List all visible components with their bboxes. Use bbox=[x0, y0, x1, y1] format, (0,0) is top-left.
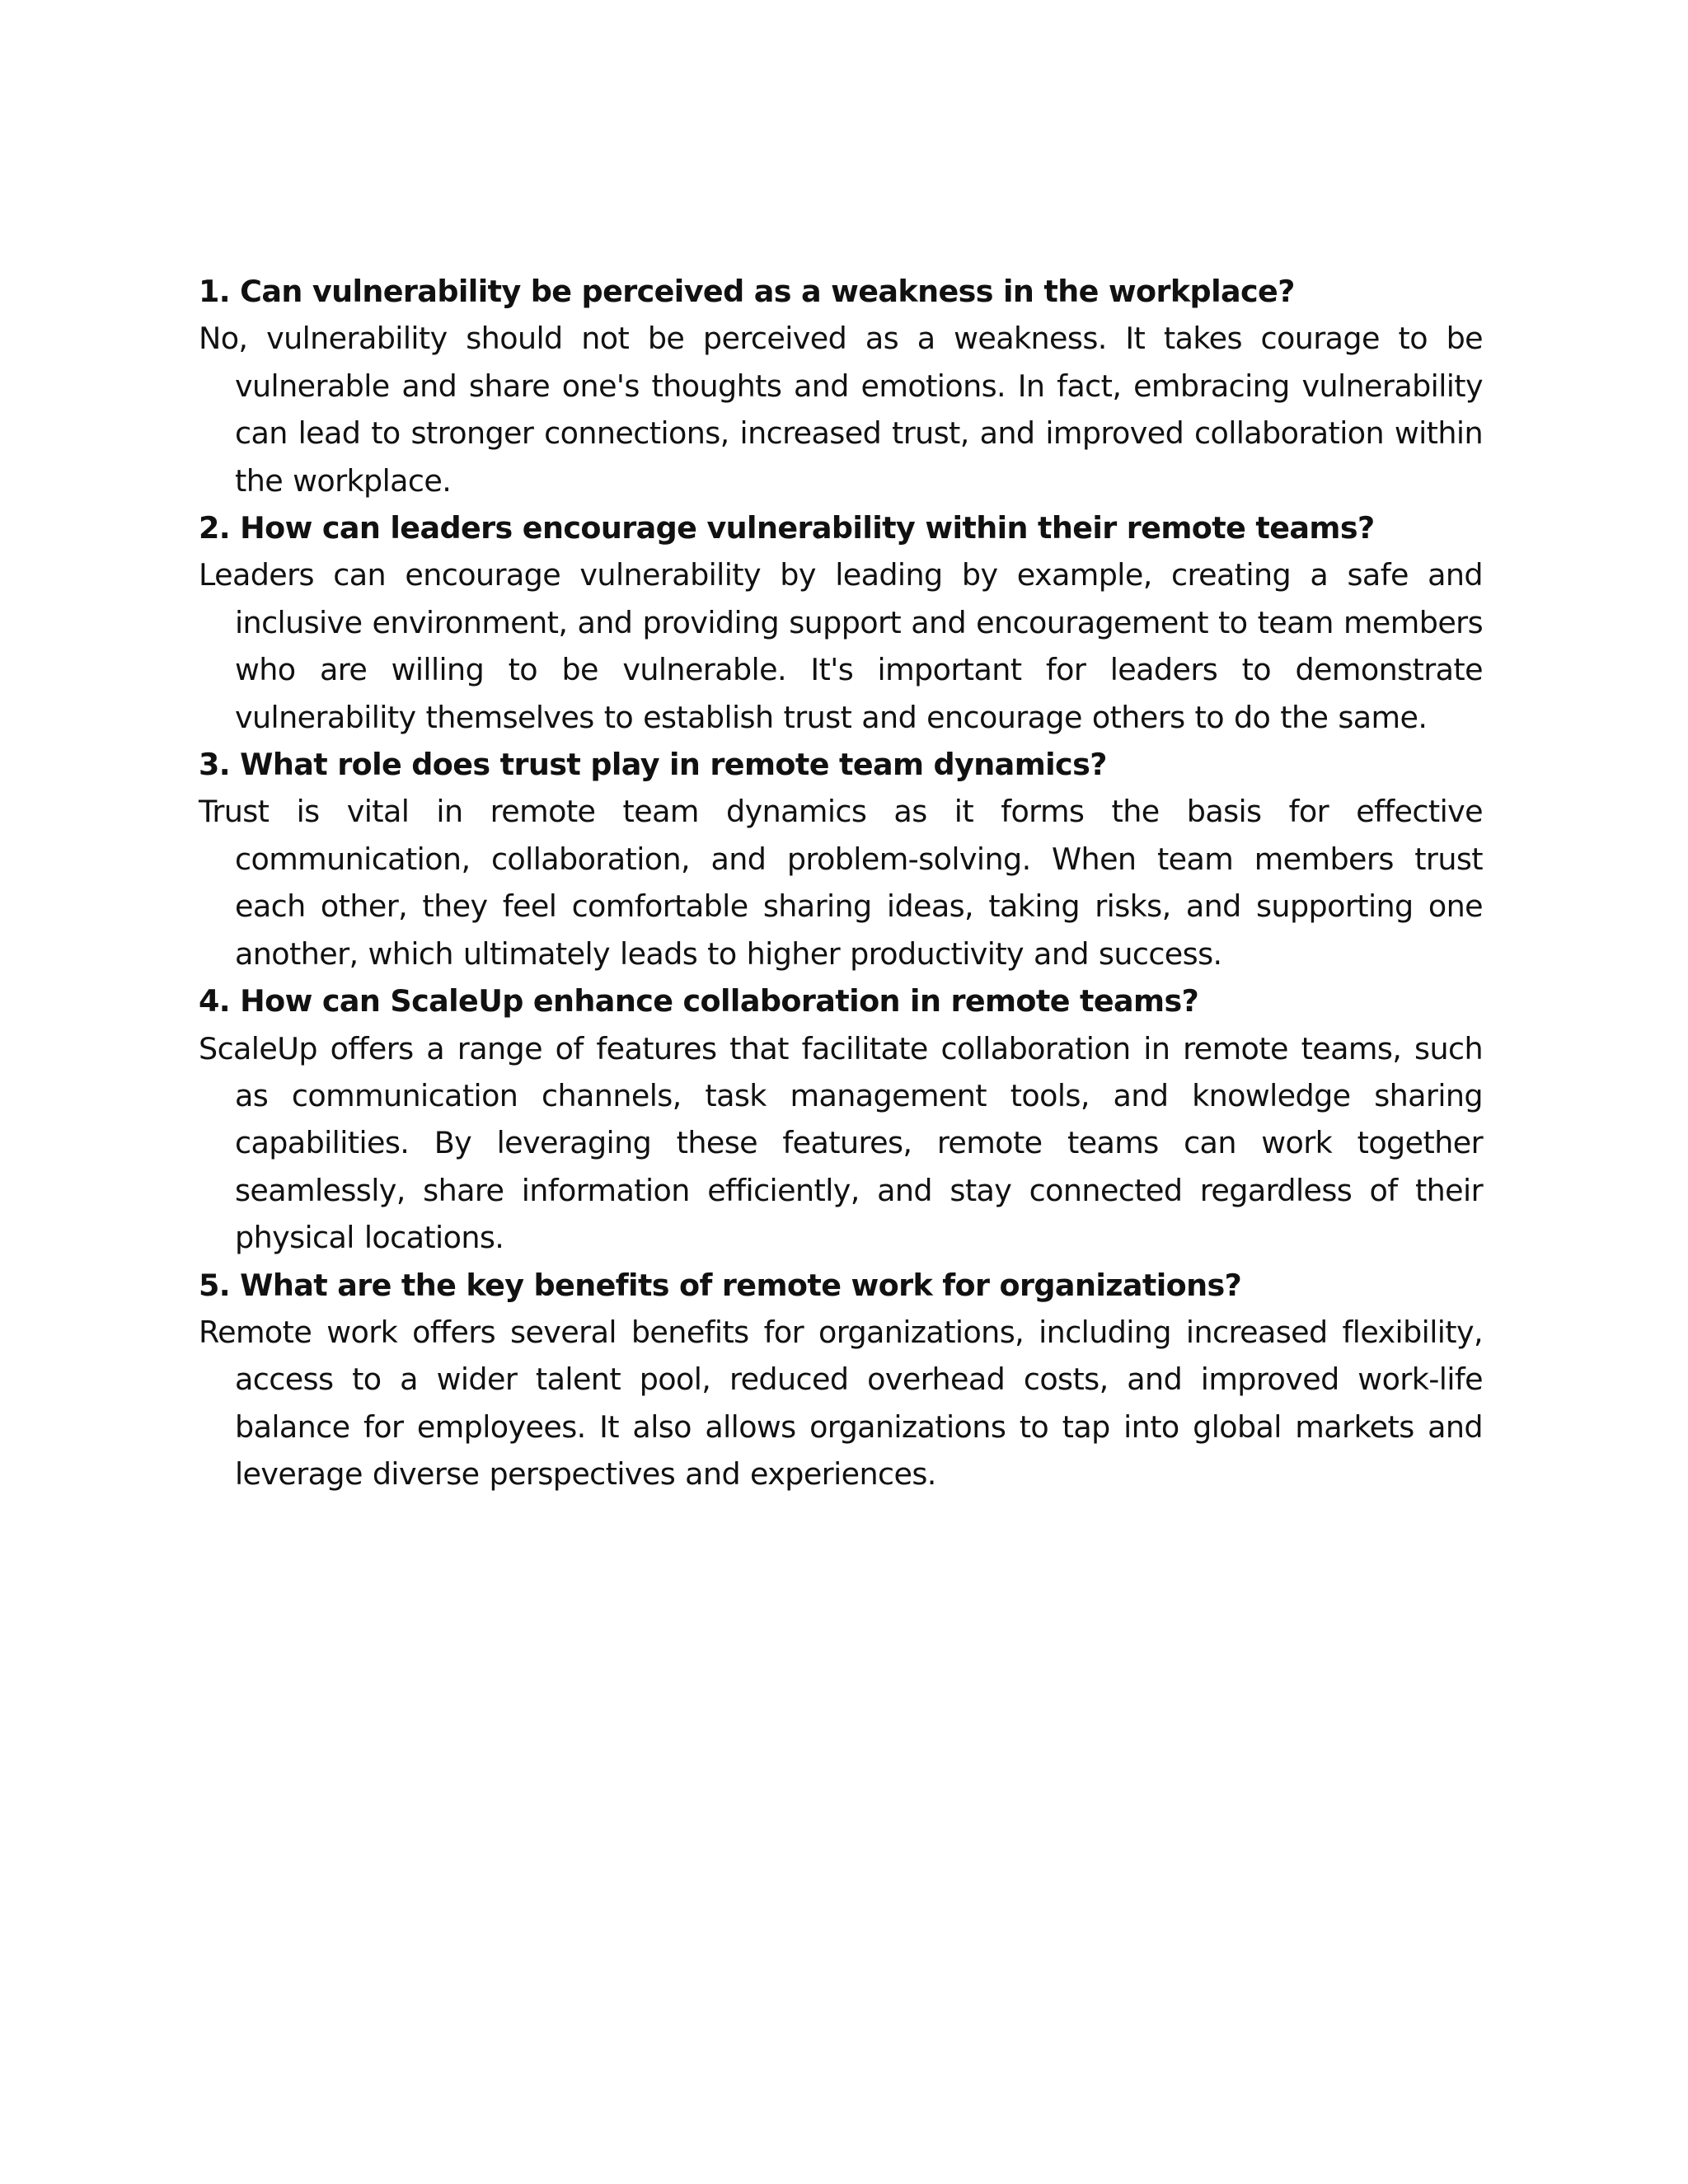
faq-answer-4: ScaleUp offers a range of features that facilitate collaboration in remote teams, such as communication channels, task management tools, and knowledge sharing capabilities. By leveraging these features, remote teams can work together seamlessly, share information efficiently, and stay connected regardless of their physical locations. bbox=[199, 1030, 1483, 1256]
faq-answer-3: Trust is vital in remote team dynamics as it forms the basis for effective communication, collaboration, and problem-solving. When team members trust each other, they feel comfortable sharing ideas, taking risks, and supporting one another, which ultimately leads to higher productivity and success. bbox=[199, 794, 1483, 972]
faq-question-3: 3. What role does trust play in remote team dynamics? bbox=[199, 747, 1107, 783]
faq-question-5: 5. What are the key benefits of remote work for organizations? bbox=[199, 1267, 1242, 1303]
faq-answer-1: No, vulnerability should not be perceived as a weakness. It takes courage to be vulnerable and share one's thoughts and emotions. In fact, embracing vulnerability can lead to stronger connections, increased trust, and improved collaboration within the workplace. bbox=[199, 321, 1483, 499]
faq-question-1: 1. Can vulnerability be perceived as a weakness in the workplace? bbox=[199, 274, 1295, 309]
faq-question-4: 4. How can ScaleUp enhance collaboration in remote teams? bbox=[199, 983, 1199, 1019]
faq-question-2: 2. How can leaders encourage vulnerability within their remote teams? bbox=[199, 510, 1375, 546]
faq-answer-5: Remote work offers several benefits for organizations, including increased flexibility, access to a wider talent pool, reduced overhead costs, and improved work-life balance for employees. It also allows organizations to tap into global markets and leverage diverse perspectives and experiences. bbox=[199, 1314, 1483, 1493]
faq-list bbox=[199, 268, 1483, 1498]
faq-answer-2: Leaders can encourage vulnerability by leading by example, creating a safe and inclusive environment, and providing support and encouragement to team members who are willing to be vulnerable. It's important for leaders to demonstrate vulnerability themselves to establish trust and encourage others to do the same. bbox=[199, 557, 1483, 735]
